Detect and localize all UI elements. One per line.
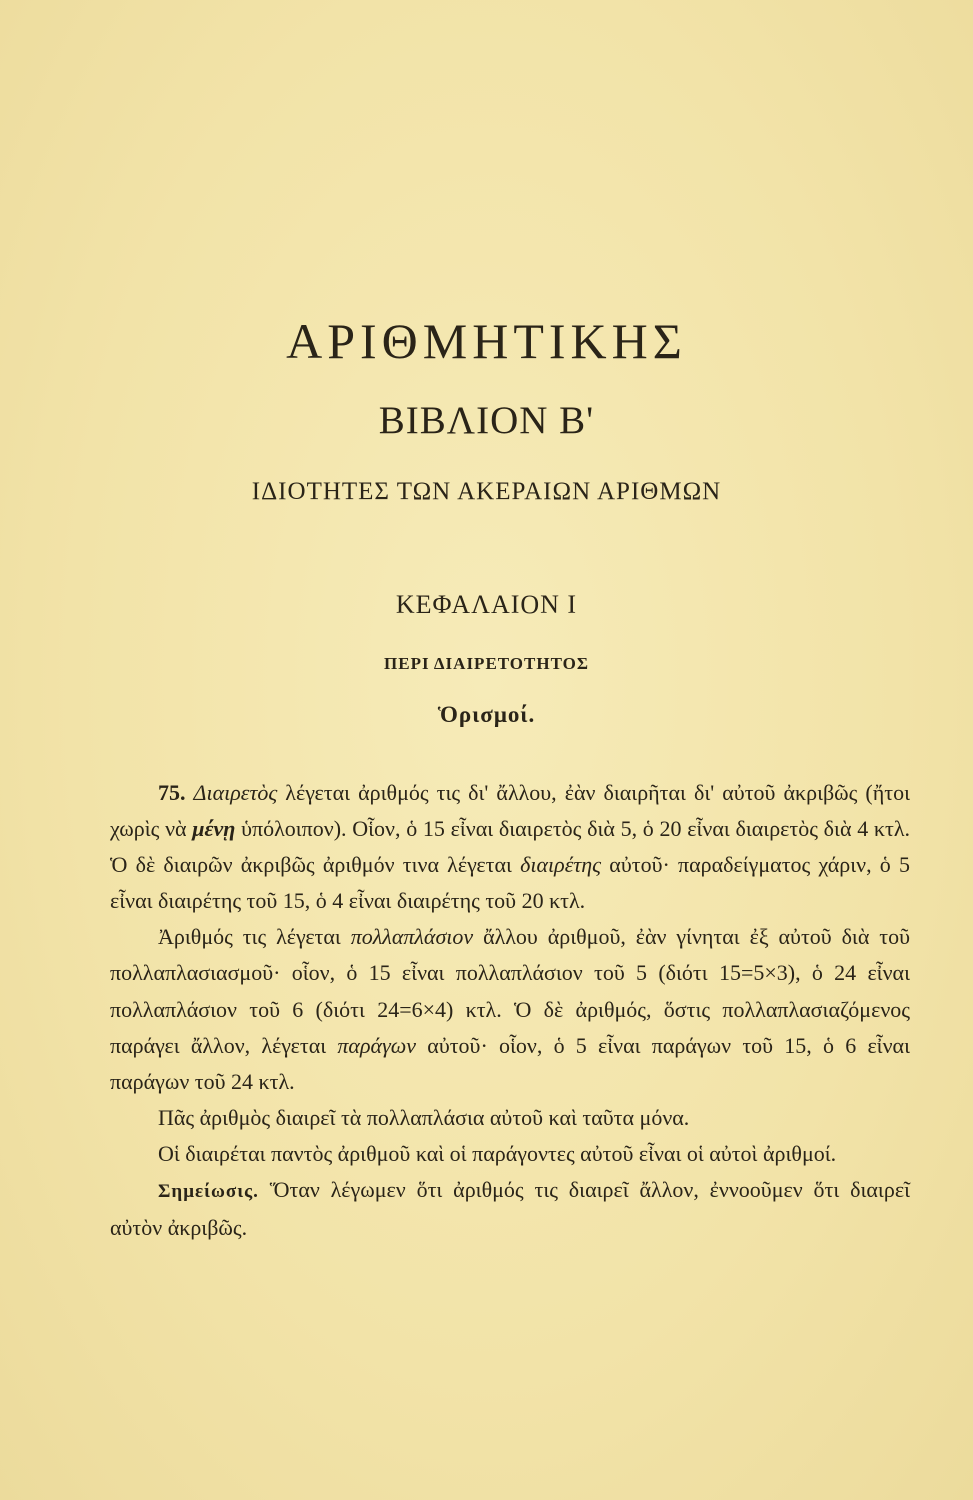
- note-label: Σημείωσις.: [158, 1181, 259, 1203]
- paragraph-text: Ἀριθμός τις λέγεται: [158, 924, 351, 950]
- term-factor: παράγων: [337, 1032, 417, 1058]
- definitions-heading: Ὁρισμοί.: [437, 702, 536, 727]
- term-divisible: Διαιρετὸς: [193, 780, 278, 805]
- paragraph-multiple: [110, 919, 910, 1099]
- section-title: ΠΕΡΙ ΔΙΑΙΡΕΤΟΤΗΤΟΣ: [384, 654, 589, 673]
- paragraph-divides-multiples: Πᾶς ἀριθμὸς διαιρεῖ τὰ πολλαπλάσια αὐτοῦ καὶ ταῦτα μόνα.: [158, 1104, 690, 1130]
- paragraph-divisors-factors: Οἱ διαιρέται παντὸς ἀριθμοῦ καὶ οἱ παράγοντες αὐτοῦ εἶναι οἱ αὐτοὶ ἀριθμοί.: [158, 1140, 837, 1166]
- paragraph-number: 75.: [158, 780, 186, 805]
- emphasis-word: μένῃ: [192, 816, 236, 842]
- paragraph-text: λέγεται ἀριθμός τις δι' ἄλλου, ἐὰν διαιρῆται δι' αὐτοῦ ἀκριβῶς (ἤτοι χωρὶς νὰ: [110, 780, 910, 842]
- chapter-label: ΚΕΦΑΛΑΙΟΝ Ι: [395, 590, 578, 619]
- body-text: [110, 775, 910, 1246]
- paragraph-text: ἄλλου ἀριθμοῦ, ἐὰν γίνηται ἐξ αὐτοῦ διὰ τοῦ πολλαπλασιασμοῦ· οἷον, ὁ 15 εἶναι πολλαπλάσιον τοῦ 5 (διότι 15=5×3), ὁ 24 εἶναι πολλαπλάσιον τοῦ 6 (διότι 24=6×4) κτλ. Ὁ δὲ ἀριθμός, ὅστις πολλαπλασιαζόμενος παράγει ἄλλον, λέγεται: [110, 924, 910, 1058]
- paragraph-note: [110, 1172, 910, 1246]
- term-divisor: διαιρέτης: [520, 852, 602, 878]
- paragraph-text: αὐτοῦ· παραδείγματος χάριν, ὁ 5 εἶναι διαιρέτης τοῦ 15, ὁ 4 εἶναι διαιρέτης τοῦ 20 κτλ.: [110, 852, 910, 914]
- page-title: ΑΡΙΘΜΗΤΙΚΗΣ: [286, 313, 687, 369]
- note-text: Ὅταν λέγωμεν ὅτι ἀριθμός τις διαιρεῖ ἄλλον, ἐννοοῦμεν ὅτι διαιρεῖ αὐτὸν ἀκριβῶς.: [110, 1177, 910, 1241]
- paragraph-75: [110, 775, 910, 919]
- paragraph-text: ὑπόλοιπον). Οἷον, ὁ 15 εἶναι διαιρετὸς διὰ 5, ὁ 20 εἶναι διαιρετὸς διὰ 4 κτλ. Ὁ δὲ διαιρῶν ἀκριβῶς ἀριθμόν τινα λέγεται: [110, 816, 910, 878]
- paragraph-text: αὐτοῦ· οἷον, ὁ 5 εἶναι παράγων τοῦ 15, ὁ 6 εἶναι παράγων τοῦ 24 κτλ.: [110, 1032, 910, 1094]
- term-multiple: πολλαπλάσιον: [350, 924, 474, 950]
- part-subtitle: ΙΔΙΟΤΗΤΕΣ ΤΩΝ ΑΚΕΡΑΙΩΝ ΑΡΙΘΜΩΝ: [251, 478, 722, 505]
- book-label: ΒΙΒΛΙΟΝ Β': [378, 399, 595, 442]
